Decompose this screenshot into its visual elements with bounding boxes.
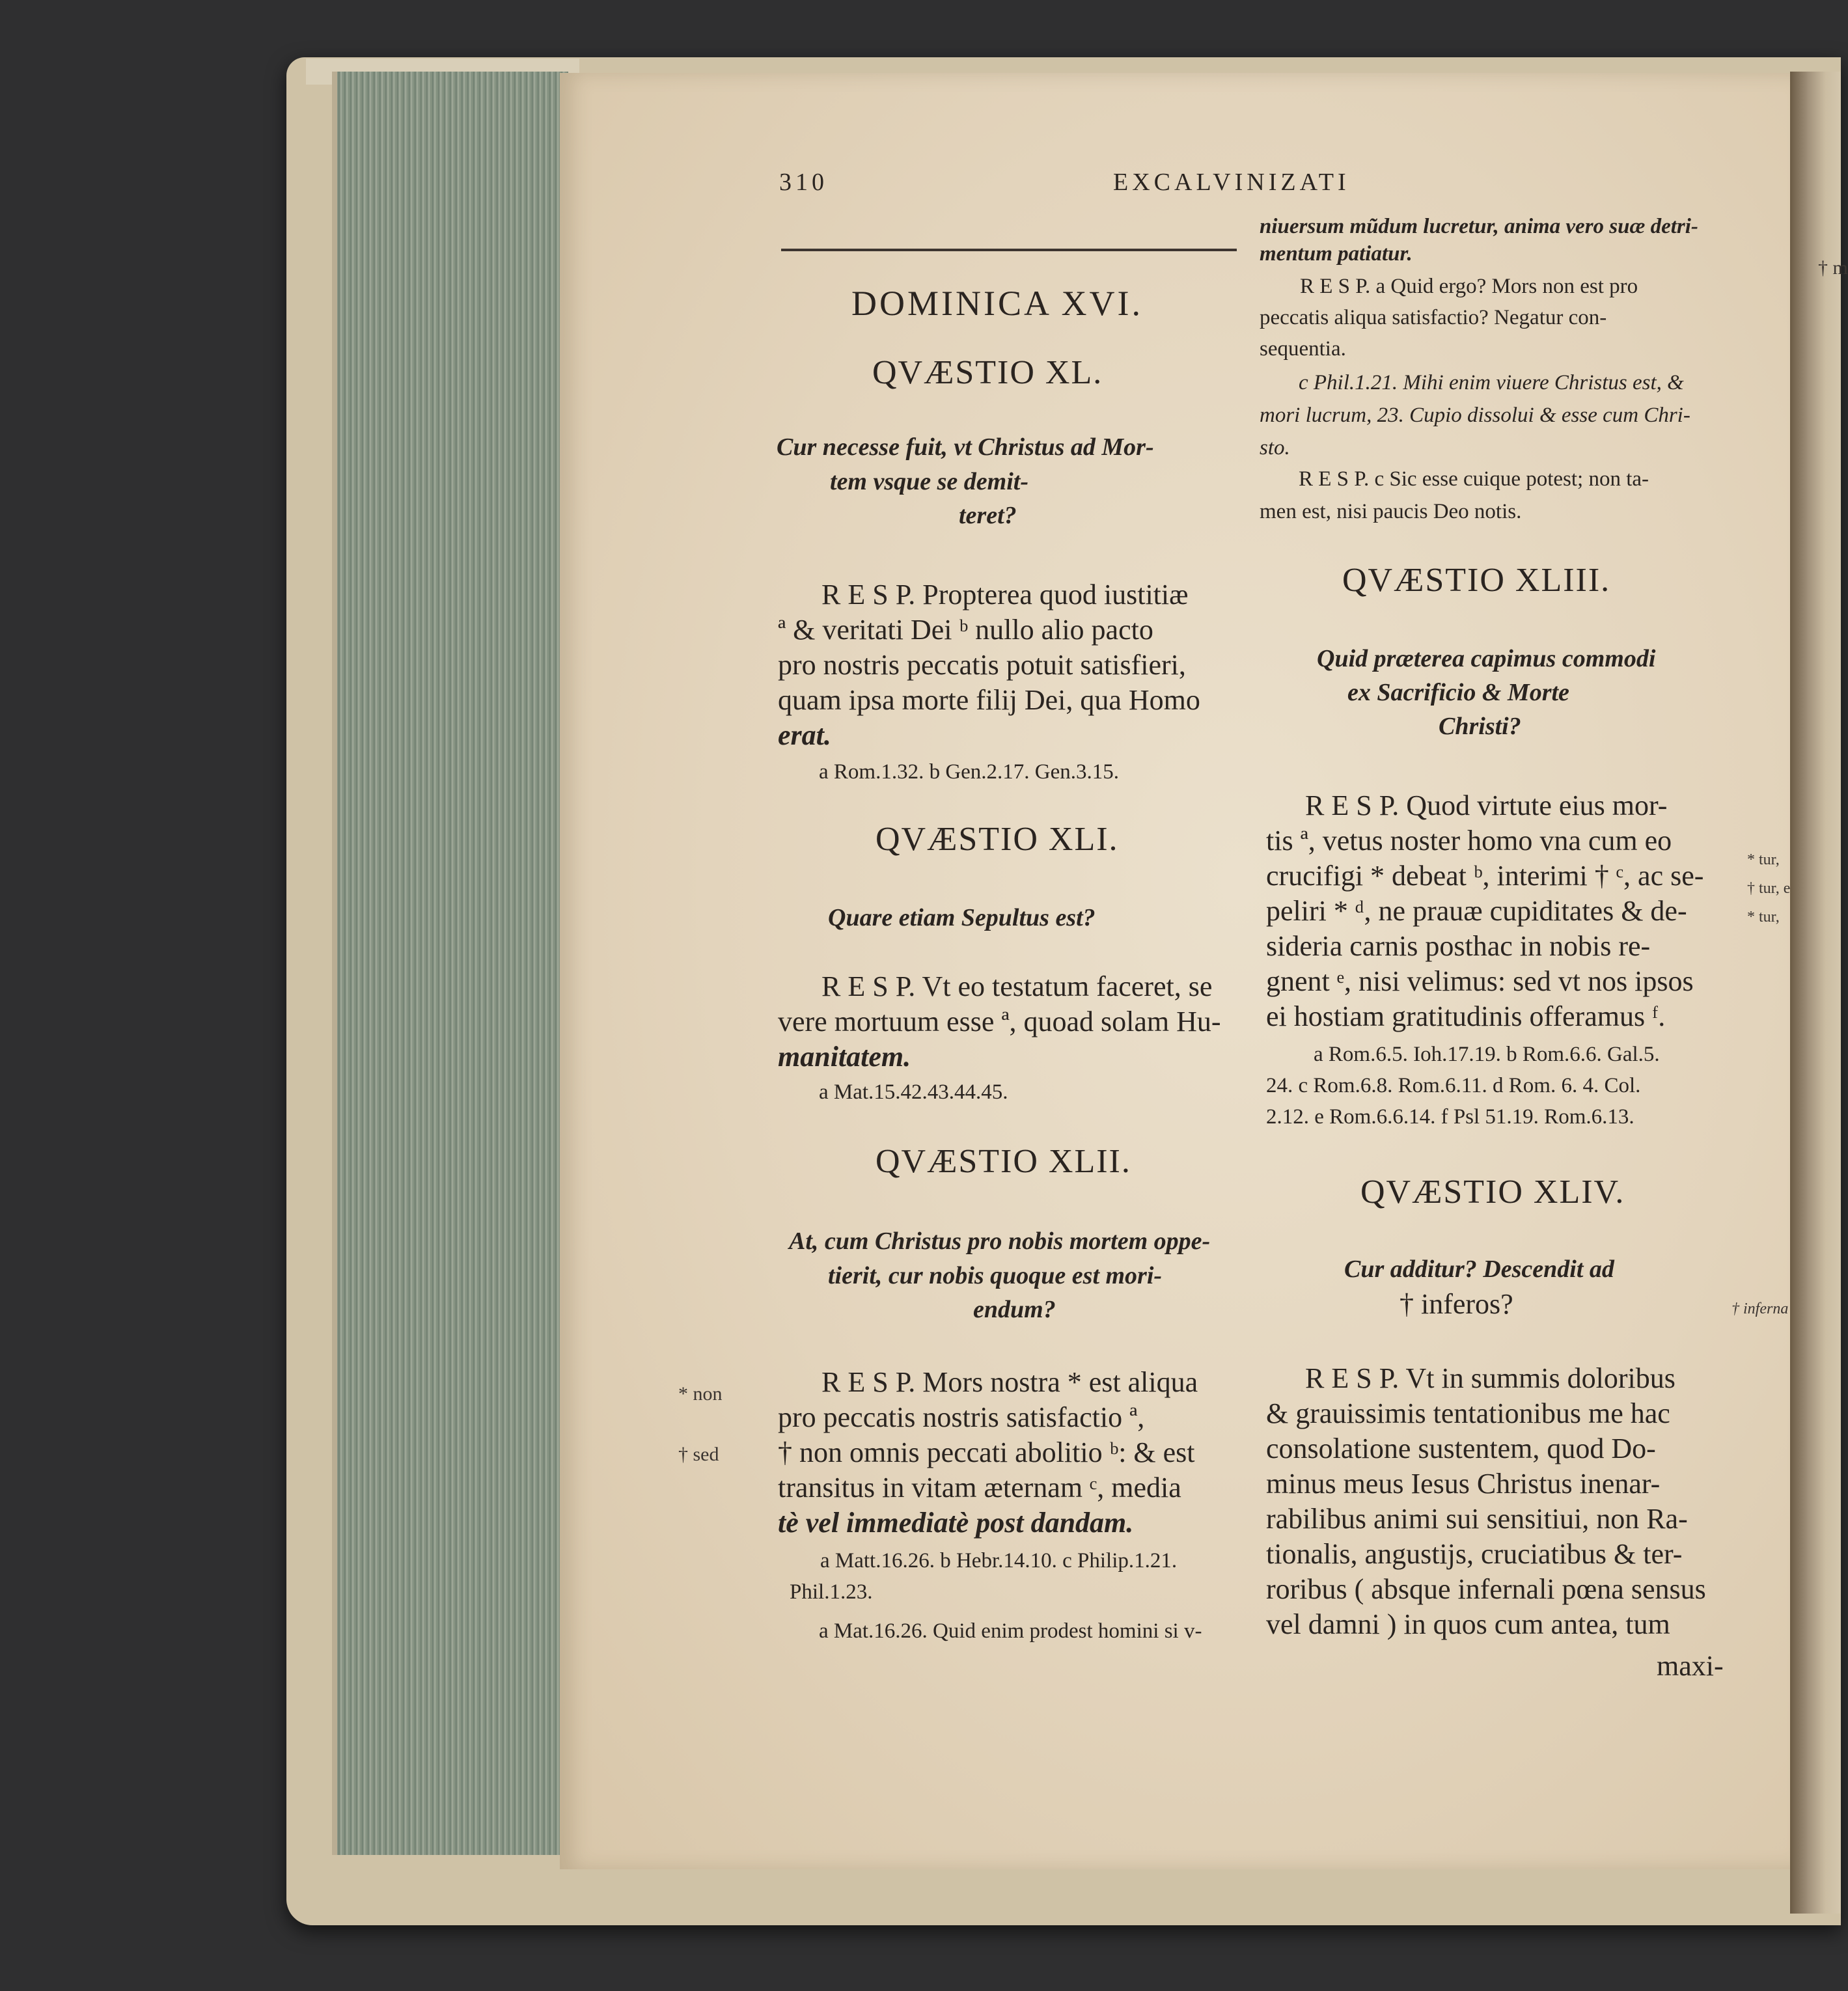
- q40-answer-line: erat.: [778, 719, 831, 751]
- q44-answer-line: & grauissimis tentationibus me hac: [1266, 1397, 1670, 1429]
- q42-references: a Matt.16.26. b Hebr.14.10. c Philip.1.21.: [820, 1549, 1178, 1572]
- q44-answer-line: vel damni ) in quos cum antea, tum: [1266, 1608, 1670, 1640]
- q43-answer-line: tis ª, vetus noster homo vna cum eo: [1266, 825, 1672, 857]
- q44-answer-line: R E S P. Vt in summis doloribus: [1305, 1362, 1676, 1394]
- header-rule: [781, 249, 1237, 251]
- continued-line: sequentia.: [1260, 337, 1346, 361]
- dominica-heading: DOMINICA XVI.: [851, 284, 1143, 323]
- q41-answer-line: R E S P. Vt eo testatum faceret, se: [821, 970, 1213, 1002]
- q44-answer-line: consolatione sustentem, quod Do-: [1266, 1433, 1656, 1464]
- q40-question-line: tem vsque se demit-: [830, 468, 1028, 495]
- q43-answer-line: crucifigi * debeat ᵇ, interimi † ᶜ, ac se-: [1266, 860, 1704, 892]
- q43-answer-line: ei hostiam gratitudinis offeramus ᶠ.: [1266, 1000, 1666, 1032]
- q43-answer-line: sideria carnis posthac in nobis re-: [1266, 930, 1651, 962]
- q42-answer-line: pro peccatis nostris satisfactio ª,: [778, 1401, 1145, 1433]
- quaestio-40-title: QVÆSTIO XL.: [872, 354, 1103, 391]
- q41-answer-line: manitatem.: [778, 1041, 911, 1073]
- q44-answer-line: roribus ( absque infernali pœna sensus: [1266, 1573, 1706, 1605]
- q42-question-line: endum?: [973, 1296, 1056, 1323]
- q44-answer-line: tionalis, angustijs, cruciatibus & ter-: [1266, 1538, 1683, 1570]
- q42-references: Phil.1.23.: [790, 1580, 873, 1604]
- continued-line: niuersum mũdum lucretur, anima vero suæ detri-: [1260, 215, 1698, 238]
- q44-question-line: † inferos?: [1400, 1288, 1513, 1320]
- q41-references: a Mat.15.42.43.44.45.: [819, 1080, 1008, 1104]
- continued-line: R E S P. a Quid ergo? Mors non est pro: [1300, 275, 1638, 298]
- quaestio-44-title: QVÆSTIO XLIV.: [1360, 1174, 1625, 1211]
- q40-answer-line: R E S P. Propterea quod iustitiæ: [821, 579, 1189, 611]
- q44-answer-line: minus meus Iesus Christus inenar-: [1266, 1468, 1661, 1500]
- margin-note: * tur,: [1747, 909, 1780, 926]
- quaestio-42-title: QVÆSTIO XLII.: [876, 1143, 1131, 1180]
- q42-answer-line: transitus in vitam æternam ᶜ, media: [778, 1472, 1181, 1504]
- margin-note: † tur, e: [1747, 880, 1791, 897]
- q43-question-line: ex Sacrificio & Morte: [1347, 679, 1569, 706]
- q43-answer-line: peliri * ᵈ, ne prauæ cupiditates & de-: [1266, 895, 1687, 927]
- q42-references: a Mat.16.26. Quid enim prodest homini si v-: [819, 1619, 1202, 1643]
- q44-answer-line: rabilibus animi sui sensitiui, non Ra-: [1266, 1503, 1688, 1535]
- q44-question-line: Cur additur? Descendit ad: [1344, 1256, 1614, 1283]
- page-edges: [332, 72, 568, 1855]
- gutter-shadow: [1790, 72, 1841, 1914]
- q43-references: a Rom.6.5. Ioh.17.19. b Rom.6.6. Gal.5.: [1314, 1043, 1660, 1066]
- continued-line: sto.: [1260, 436, 1290, 460]
- continued-line: peccatis aliqua satisfactio? Negatur con-: [1260, 306, 1607, 329]
- q43-question-line: Quid præterea capimus commodi: [1317, 645, 1656, 672]
- margin-note: * non: [678, 1383, 723, 1405]
- q40-question-line: teret?: [959, 502, 1017, 529]
- q42-question-line: tierit, cur nobis quoque est mori-: [828, 1262, 1163, 1289]
- q41-answer-line: vere mortuum esse ª, quoad solam Hu-: [778, 1006, 1221, 1037]
- q40-answer-line: quam ipsa morte filij Dei, qua Homo: [778, 684, 1200, 716]
- q40-references: a Rom.1.32. b Gen.2.17. Gen.3.15.: [819, 760, 1120, 784]
- margin-note: † inferna: [1731, 1300, 1789, 1317]
- margin-note: * tur,: [1747, 851, 1780, 868]
- q43-answer-line: R E S P. Quod virtute eius mor-: [1305, 790, 1668, 821]
- running-title: EXCALVINIZATI: [1113, 169, 1350, 196]
- q42-answer-line: R E S P. Mors nostra * est aliqua: [821, 1366, 1198, 1398]
- q42-question-line: At, cum Christus pro nobis mortem oppe-: [789, 1228, 1211, 1255]
- q43-answer-line: gnent ᵉ, nisi velimus: sed vt nos ipsos: [1266, 965, 1694, 997]
- q43-references: 24. c Rom.6.8. Rom.6.11. d Rom. 6. 4. Col.: [1266, 1074, 1641, 1097]
- q41-question-line: Quare etiam Sepultus est?: [828, 904, 1096, 931]
- continued-line: R E S P. c Sic esse cuique potest; non ta-: [1299, 467, 1649, 491]
- catchword: maxi-: [1657, 1650, 1724, 1682]
- continued-line: c Phil.1.21. Mihi enim viuere Christus est, &: [1299, 371, 1684, 394]
- page-number: 310: [779, 169, 828, 196]
- continued-line: mori lucrum, 23. Cupio dissolui & esse cum Chri-: [1260, 404, 1690, 427]
- continued-line: men est, nisi paucis Deo notis.: [1260, 500, 1522, 523]
- q40-answer-line: ª & veritati Dei ᵇ nullo alio pacto: [778, 614, 1153, 646]
- q40-answer-line: pro nostris peccatis potuit satisfieri,: [778, 649, 1186, 681]
- q40-question-line: Cur necesse fuit, vt Christus ad Mor-: [777, 433, 1154, 461]
- q42-answer-line: † non omnis peccati abolitio ᵇ: & est: [778, 1436, 1195, 1468]
- margin-note: † m: [1818, 257, 1848, 279]
- quaestio-43-title: QVÆSTIO XLIII.: [1342, 562, 1611, 599]
- q43-question-line: Christi?: [1439, 713, 1521, 740]
- q43-references: 2.12. e Rom.6.6.14. f Psl 51.19. Rom.6.13.: [1266, 1105, 1634, 1129]
- margin-note: † sed: [678, 1444, 719, 1465]
- quaestio-41-title: QVÆSTIO XLI.: [876, 821, 1119, 858]
- q42-answer-line: tè vel immediatè post dandam.: [778, 1507, 1134, 1539]
- continued-line: mentum patiatur.: [1260, 242, 1413, 266]
